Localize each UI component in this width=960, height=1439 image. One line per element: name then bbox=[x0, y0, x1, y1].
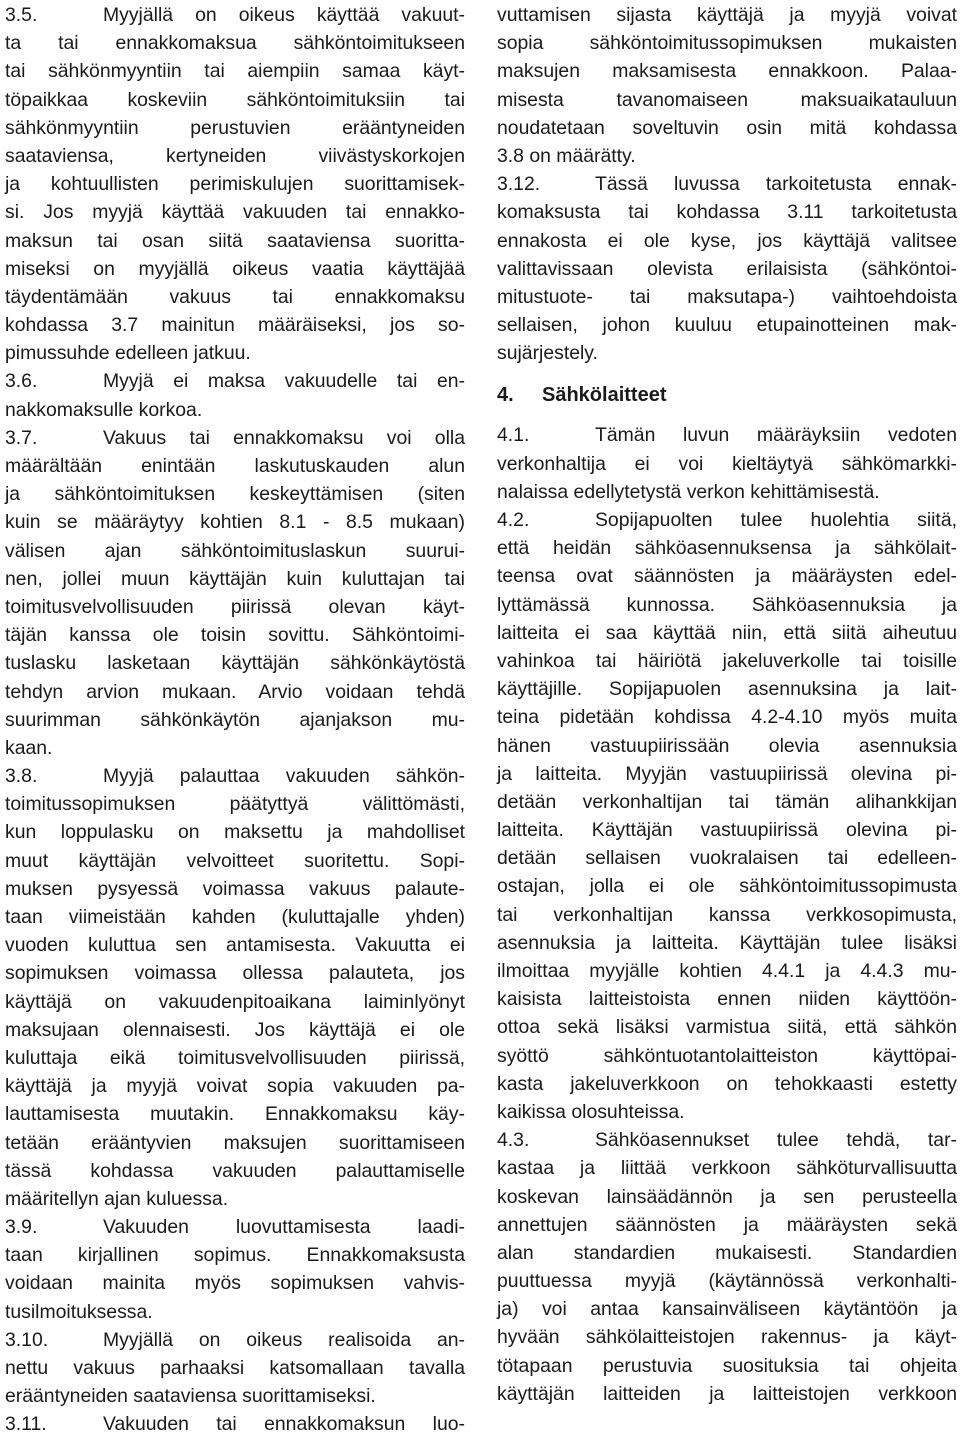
text-line: täjän kanssa ole toisin sovittu. Sähköntoimi- bbox=[5, 624, 465, 647]
text-line: verkonhaltija ei voi kieltäytyä sähkömarkki- bbox=[497, 452, 957, 475]
text-line: suurimman sähkönkäytön ajanjakson mu- bbox=[5, 708, 465, 731]
text-line: tehdyn arvion mukaan. Arvio voidaan tehdä bbox=[5, 680, 465, 703]
text-line: erääntyneiden saataviensa suorittamiseksi. bbox=[5, 1385, 376, 1408]
text-line: nalaissa edellytetystä verkon kehittämisestä. bbox=[497, 480, 880, 503]
text-line: sopia sähköntoimitussopimuksen mukaisten bbox=[497, 32, 957, 55]
text-line: kaisista laitteistoista ennen niiden käyttöön- bbox=[497, 988, 957, 1011]
text-line: detään verkonhaltijan tai tämän alihankkijan bbox=[497, 790, 957, 813]
clause-number: 3.5. bbox=[5, 4, 38, 26]
clause-text: Sopijapuolten tulee huolehtia siitä, bbox=[595, 509, 957, 531]
text-line: tuslasku lasketaan käyttäjän sähkönkäytöstä bbox=[5, 652, 465, 675]
text-line: lyttämässä kunnossa. Sähköasennuksia ja bbox=[497, 593, 957, 616]
text-line: nakkomaksulle korkoa. bbox=[5, 398, 203, 421]
text-line: syöttö sähköntuotantolaitteiston käyttöpai- bbox=[497, 1044, 957, 1067]
clause-text: Myyjä palauttaa vakuuden sähkön- bbox=[103, 765, 465, 788]
text-line: noudatetaan soveltuvin osin mitä kohdassa bbox=[497, 116, 957, 139]
clause-text: Myyjällä on oikeus realisoida an- bbox=[103, 1328, 465, 1351]
text-line: kaikissa olosuhteissa. bbox=[497, 1100, 685, 1123]
text-line: detään sellaisen vuokralaisen tai edelleen- bbox=[497, 847, 957, 870]
text-line: maksun tai osan siitä saataviensa suoritta- bbox=[5, 229, 465, 252]
text-line: maksujaan olennaisesti. Jos käyttäjä ei ole bbox=[5, 1018, 465, 1041]
text-line: saataviensa, kertyneiden viivästyskorkojen bbox=[5, 144, 465, 167]
text-line: muut käyttäjän velvoitteet suoritettu. Sopi- bbox=[5, 849, 465, 872]
text-line: ja) voi antaa kansainväliseen käytäntöön ja bbox=[497, 1298, 957, 1321]
clause-first-line bbox=[5, 762, 465, 790]
text-line: laitteita. Käyttäjän vastuupiirissä olevina pi- bbox=[497, 819, 957, 842]
text-line: täydentämään vakuus tai ennakkomaksu bbox=[5, 285, 465, 308]
clause-first-line bbox=[5, 367, 465, 395]
clause-number: 3.9. bbox=[5, 1216, 38, 1239]
text-line: ja kohtuullisten perimiskulujen suorittamisek- bbox=[5, 173, 465, 196]
text-line: pimussuhde edelleen jatkuu. bbox=[5, 342, 251, 365]
clause-first-line bbox=[5, 1213, 465, 1241]
text-line: mitustuote- tai maksutapa-) vaihtoehdoista bbox=[497, 285, 957, 308]
text-line: teensa ovat säännösten ja määräysten edel- bbox=[497, 565, 957, 588]
clause-number: 3.7. bbox=[5, 426, 38, 449]
text-line: tötapaan perustuvia suosituksia tai ohjeita bbox=[497, 1354, 957, 1377]
text-line: muksen pysyessä voimassa vakuus palaute- bbox=[5, 877, 465, 900]
text-line: välisen ajan sähköntoimituslaskun suurui- bbox=[5, 539, 465, 562]
text-line: että heidän sähköasennuksensa ja sähkölait- bbox=[497, 537, 957, 560]
text-line: ennakosta ei ole kyse, jos käyttäjä valitsee bbox=[497, 229, 957, 252]
text-line: kaan. bbox=[5, 736, 53, 759]
clause-text: Myyjällä on oikeus käyttää vakuut- bbox=[103, 4, 465, 26]
clause-number: 3.11. bbox=[5, 1413, 47, 1436]
text-line: valittavissaan olevista erilaisista (sähköntoi- bbox=[497, 257, 957, 280]
text-line: ostajan, jolla ei ole sähköntoimitussopimusta bbox=[497, 875, 957, 898]
clause-first-line bbox=[5, 1326, 465, 1354]
section-heading-title: Sähkölaitteet bbox=[542, 384, 667, 407]
text-line: miseksi on myyjällä oikeus vaatia käyttäjää bbox=[5, 257, 465, 280]
text-line: teina pidetään kohdissa 4.2-4.10 myös muita bbox=[497, 706, 957, 729]
clause-text: Tämän luvun määräyksiin vedoten bbox=[595, 424, 957, 447]
text-line: laitteita ei saa käyttää niin, että siitä aiheutuu bbox=[497, 621, 957, 644]
text-line: hänen vastuupiirissään olevia asennuksia bbox=[497, 734, 957, 757]
text-line: nen, jollei muun käyttäjän kuin kuluttajan tai bbox=[5, 567, 465, 590]
text-line: taan viimeistään kahden (kuluttajalle yhden) bbox=[5, 906, 465, 928]
text-line: vuoden kuluttua sen antamisesta. Vakuutta ei bbox=[5, 934, 465, 957]
clause-text: Myyjä ei maksa vakuudelle tai en- bbox=[103, 370, 465, 393]
clause-first-line bbox=[497, 421, 957, 449]
clause-first-line bbox=[497, 170, 957, 198]
text-line: annettujen säännösten ja määräysten sekä bbox=[497, 1213, 957, 1236]
text-line: tai sähkönmyyntiin tai aiempiin samaa käyt- bbox=[5, 60, 465, 83]
clause-number: 4.2. bbox=[497, 509, 530, 531]
text-line: käyttäjän laitteiden ja laitteistojen verkkoon bbox=[497, 1382, 957, 1405]
text-line: taan kirjallinen sopimus. Ennakkomaksusta bbox=[5, 1244, 465, 1267]
text-line: asennuksia ja laitteita. Käyttäjän tulee lisäksi bbox=[497, 931, 957, 954]
text-line: si. Jos myyjä käyttää vakuuden tai ennakko- bbox=[5, 201, 465, 224]
text-line: ilmoittaa myyjälle kohtien 4.4.1 ja 4.4.3 mu- bbox=[497, 960, 957, 982]
left-text-column bbox=[5, 0, 465, 1439]
clause-number: 3.8. bbox=[5, 765, 38, 788]
clause-first-line bbox=[497, 506, 957, 534]
text-line: alan standardien mukaisesti. Standardien bbox=[497, 1241, 957, 1264]
text-line: tetään erääntyvien maksujen suorittamiseen bbox=[5, 1131, 465, 1154]
right-text-column bbox=[497, 0, 957, 1408]
text-line: käyttäjä on vakuudenpitoaikana laiminlyönyt bbox=[5, 990, 465, 1013]
clause-first-line bbox=[5, 424, 465, 452]
text-line: komaksusta tai kohdassa 3.11 tarkoitetusta bbox=[497, 201, 957, 224]
clause-first-line bbox=[5, 1, 465, 29]
text-line: määritellyn ajan kuluessa. bbox=[5, 1187, 229, 1210]
text-line: kastaa ja liittää verkkoon sähköturvallisuutta bbox=[497, 1157, 957, 1180]
text-line: toimitusvelvollisuuden piirissä olevan käyt- bbox=[5, 595, 465, 618]
text-line: puuttuessa myyjä (käytännössä verkonhalti- bbox=[497, 1270, 957, 1293]
clause-text: Vakuuden tai ennakkomaksun luo- bbox=[103, 1413, 465, 1436]
text-line: sopimuksen voimassa ollessa palauteta, jos bbox=[5, 962, 465, 985]
text-line: kuin se määräytyy kohtien 8.1 - 8.5 mukaan) bbox=[5, 511, 465, 534]
text-line: 3.8 on määrätty. bbox=[497, 144, 636, 167]
text-line: voidaan mainita myös sopimuksen vahvis- bbox=[5, 1272, 465, 1295]
text-line: määrältään enintään laskutuskauden alun bbox=[5, 455, 465, 477]
text-line: sellaisen, johon kuuluu etupainotteinen mak- bbox=[497, 314, 957, 337]
clause-text: Tässä luvussa tarkoitetusta ennak- bbox=[595, 173, 957, 196]
clause-number: 4.3. bbox=[497, 1129, 530, 1152]
clause-number: 3.12. bbox=[497, 173, 541, 196]
text-line: käyttäjille. Sopijapuolen asennuksina ja lait- bbox=[497, 678, 957, 701]
clause-first-line bbox=[497, 1126, 957, 1154]
text-line: sujärjestely. bbox=[497, 342, 598, 365]
text-line: sähkönmyyntiin perustuvien erääntyneiden bbox=[5, 116, 465, 139]
text-line: maksujen maksamisesta ennakkoon. Palaa- bbox=[497, 60, 957, 83]
text-line: nettu vakuus parhaaksi katsomallaan tavalla bbox=[5, 1357, 465, 1379]
text-line: kohdassa 3.7 mainitun määräiseksi, jos so- bbox=[5, 314, 465, 337]
text-line: ja sähköntoimituksen keskeyttämisen (siten bbox=[5, 483, 465, 506]
text-line: kun loppulasku on maksettu ja mahdolliset bbox=[5, 821, 465, 844]
text-line: ottoa sekä lisäksi varmistua siitä, että sähkön bbox=[497, 1016, 957, 1039]
clause-first-line bbox=[5, 1410, 465, 1438]
clause-number: 3.10. bbox=[5, 1328, 49, 1351]
clause-text: Vakuuden luovuttamisesta laadi- bbox=[103, 1216, 465, 1239]
text-line: tässä kohdassa vakuuden palauttamiselle bbox=[5, 1159, 465, 1182]
text-line: ja laitteita. Myyjän vastuupiirissä olevina pi- bbox=[497, 762, 957, 785]
text-line: hyvään sähkölaitteistojen rakennus- ja käyt- bbox=[497, 1326, 957, 1349]
section-heading bbox=[497, 367, 957, 421]
text-line: vahinkoa tai häiriötä jakeluverkolle tai toisille bbox=[497, 649, 957, 672]
text-line: kuluttaja eikä toimitusvelvollisuuden piirissä, bbox=[5, 1046, 465, 1069]
text-line: koskevan lainsäädännön ja sen perusteella bbox=[497, 1185, 957, 1208]
text-line: ta tai ennakkomaksua sähköntoimitukseen bbox=[5, 32, 465, 55]
text-line: misesta tavanomaiseen maksuaikatauluun bbox=[497, 88, 957, 111]
clause-number: 3.6. bbox=[5, 370, 38, 393]
text-line: tai verkonhaltijan kanssa verkkosopimusta, bbox=[497, 903, 957, 926]
text-line: tusilmoituksessa. bbox=[5, 1300, 153, 1323]
text-line: töpaikkaa koskeviin sähköntoimituksiin tai bbox=[5, 88, 465, 111]
clause-text: Vakuus tai ennakkomaksu voi olla bbox=[103, 426, 465, 449]
text-line: käyttäjä ja myyjä voivat sopia vakuuden pa- bbox=[5, 1075, 465, 1098]
text-line: toimitussopimuksen päätyttyä välittömästi, bbox=[5, 793, 465, 816]
section-heading-number: 4. bbox=[497, 384, 514, 407]
text-line: vuttamisen sijasta käyttäjä ja myyjä voivat bbox=[497, 4, 957, 26]
clause-text: Sähköasennukset tulee tehdä, tar- bbox=[595, 1129, 957, 1152]
text-line: lauttamisesta muutakin. Ennakkomaksu käy- bbox=[5, 1103, 465, 1126]
text-line: kasta jakeluverkkoon on tehokkaasti estetty bbox=[497, 1072, 957, 1095]
clause-number: 4.1. bbox=[497, 424, 530, 447]
